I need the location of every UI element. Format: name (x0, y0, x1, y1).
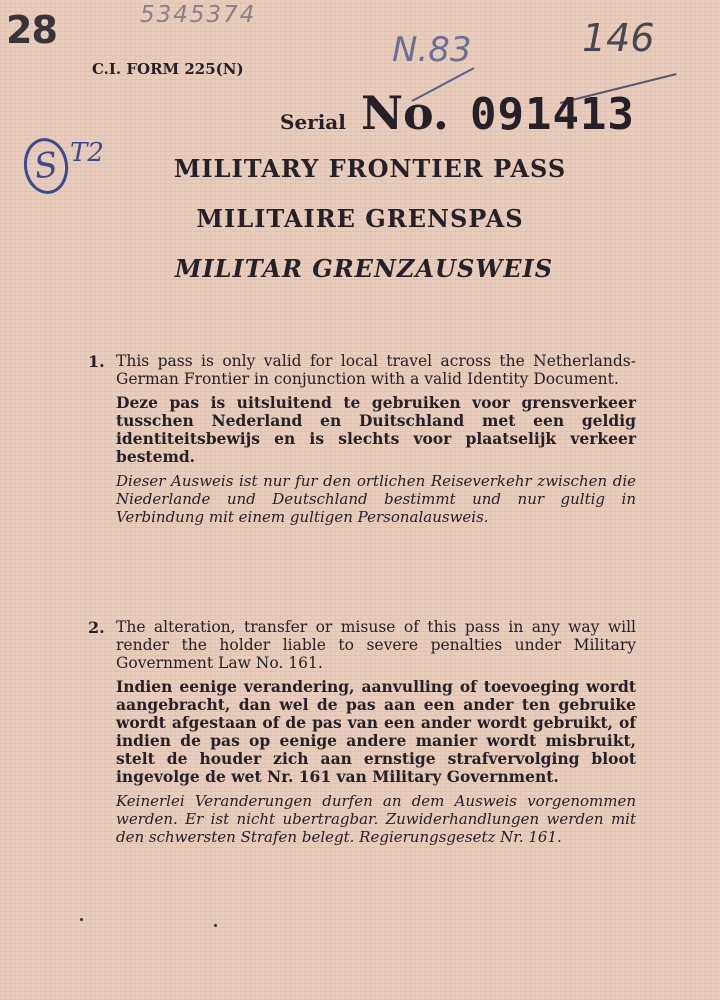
clause-number: 1. (88, 352, 105, 371)
clause-number: 2. (88, 618, 105, 637)
handwritten-corner-number: 28 (6, 8, 57, 52)
clause-english: The alteration, transfer or misuse of this pass in any way will render the holder liable to severe penalties under Military Government Law No. 161. (116, 618, 636, 672)
handwritten-n83-note: N.83 (392, 30, 472, 70)
number-sign: No. (360, 86, 449, 140)
ink-speck (214, 924, 217, 927)
serial-label: Serial (280, 110, 346, 134)
stamp-circle: S (20, 135, 71, 197)
clause-dutch: Indien eenige verandering, aanvulling of toevoeging wordt aangebracht, dan wel de pas aan een ander ten gebruike wordt afgestaan of de pas van een ander wordt gebruikt, of indien de pas op eenige andere manier wordt misbruikt, stelt de houder zich aan ernstige strafvervolging bloot ingevolge de wet Nr. 161 van Military Government. (116, 677, 636, 786)
clause-german: Keinerlei Veranderungen durfen an dem Ausweis vorgenommen werden. Er ist nicht ubertragbar. Zuwiderhandlungen werden mit den schwersten Strafen belegt. Regierungsgesetz Nr. 161. (116, 792, 636, 846)
handwritten-reference-number: 5345374 (140, 2, 257, 28)
handwritten-146-note: 146 (582, 16, 655, 60)
clause-2 (88, 618, 636, 852)
ink-speck (80, 918, 83, 921)
title-english: MILITARY FRONTIER PASS (173, 154, 567, 183)
title-german: MILITAR GRENZAUSWEIS (174, 254, 554, 283)
title-dutch: MILITAIRE GRENSPAS (196, 204, 524, 233)
clause-english: This pass is only valid for local travel across the Netherlands-German Frontier in conjunction with a valid Identity Document. (116, 352, 636, 388)
clause-dutch: Deze pas is uitsluitend te gebruiken voor grensverkeer tusschen Nederland en Duitschland met een geldig identiteitsbewijs en is slechts voor plaatselijk verkeer bestemd. (116, 393, 636, 466)
clause-german: Dieser Ausweis ist nur fur den ortlichen Reiseverkehr zwischen die Niederlande und Deutschland bestimmt und nur gultig in Verbindung mit einem gultigen Personalausweis. (116, 472, 636, 526)
serial-number: 091413 (469, 89, 635, 140)
serial-row (280, 86, 635, 140)
form-number: C.I. FORM 225(N) (92, 60, 244, 78)
clause-1 (88, 352, 636, 532)
stamp-superscript: T2 (70, 138, 104, 168)
